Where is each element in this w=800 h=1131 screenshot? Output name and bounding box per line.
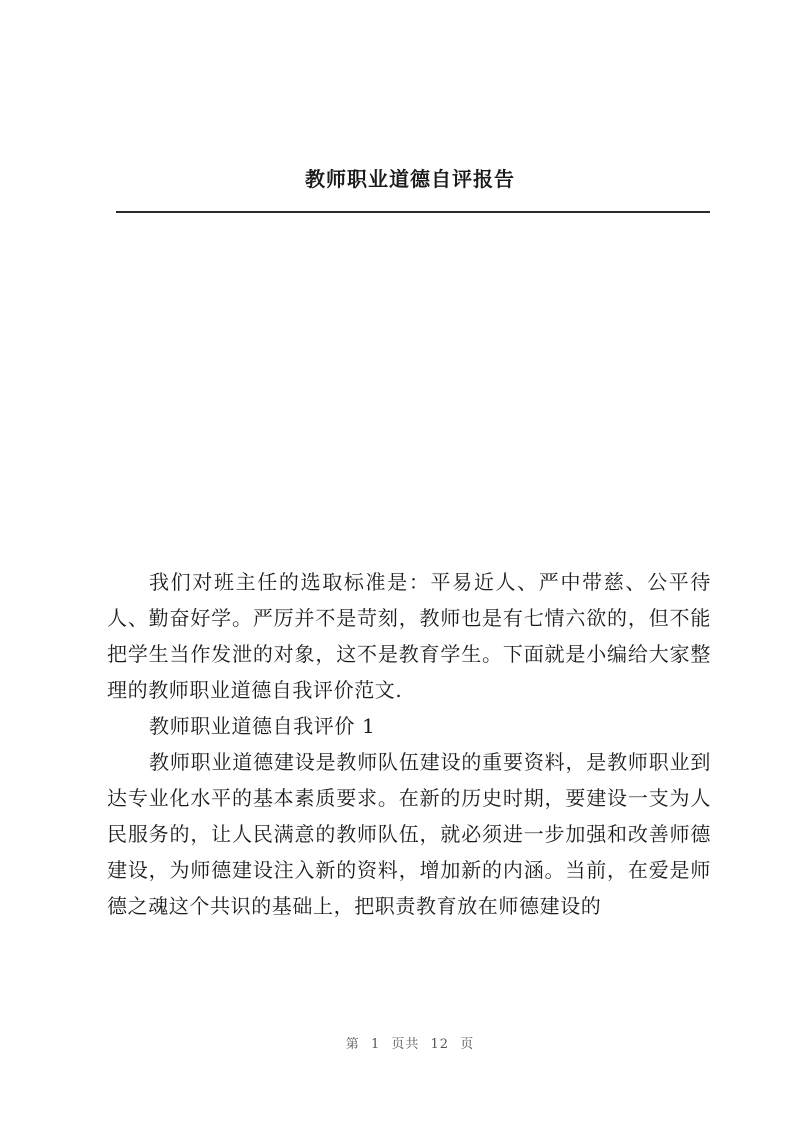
document-title: 教师职业道德自评报告: [305, 167, 515, 191]
footer-page-number: 1: [370, 1037, 381, 1052]
section-heading: 教师职业道德自我评价 1: [149, 714, 376, 738]
title-divider: [116, 211, 710, 213]
footer-prefix: 第: [345, 1037, 360, 1052]
intro-paragraph: 我们对班主任的选取标准是：平易近人、严中带慈、公平待人、勤奋好学。严厉并不是苛刻，教师也是有七情六欲的，但不能把学生当作发泄的对象，这不是教育学生。下面就是小编给大家整理的教师职业道德自我评价范文.: [107, 570, 711, 702]
document-body: [107, 564, 711, 924]
footer-middle: 页共: [391, 1037, 420, 1052]
footer-suffix: 页: [460, 1037, 475, 1052]
body-paragraph: 教师职业道德建设是教师队伍建设的重要资料，是教师职业到达专业化水平的基本素质要求。在新的历史时期，要建设一支为人民服务的，让人民满意的教师队伍，就必须进一步加强和改善师德建设，为师德建设注入新的资料，增加新的内涵。当前，在爱是师德之魂这个共识的基础上，把职责教育放在师德建设的: [107, 750, 711, 918]
footer-page-total: 12: [430, 1037, 450, 1052]
page-footer: [0, 1033, 800, 1052]
